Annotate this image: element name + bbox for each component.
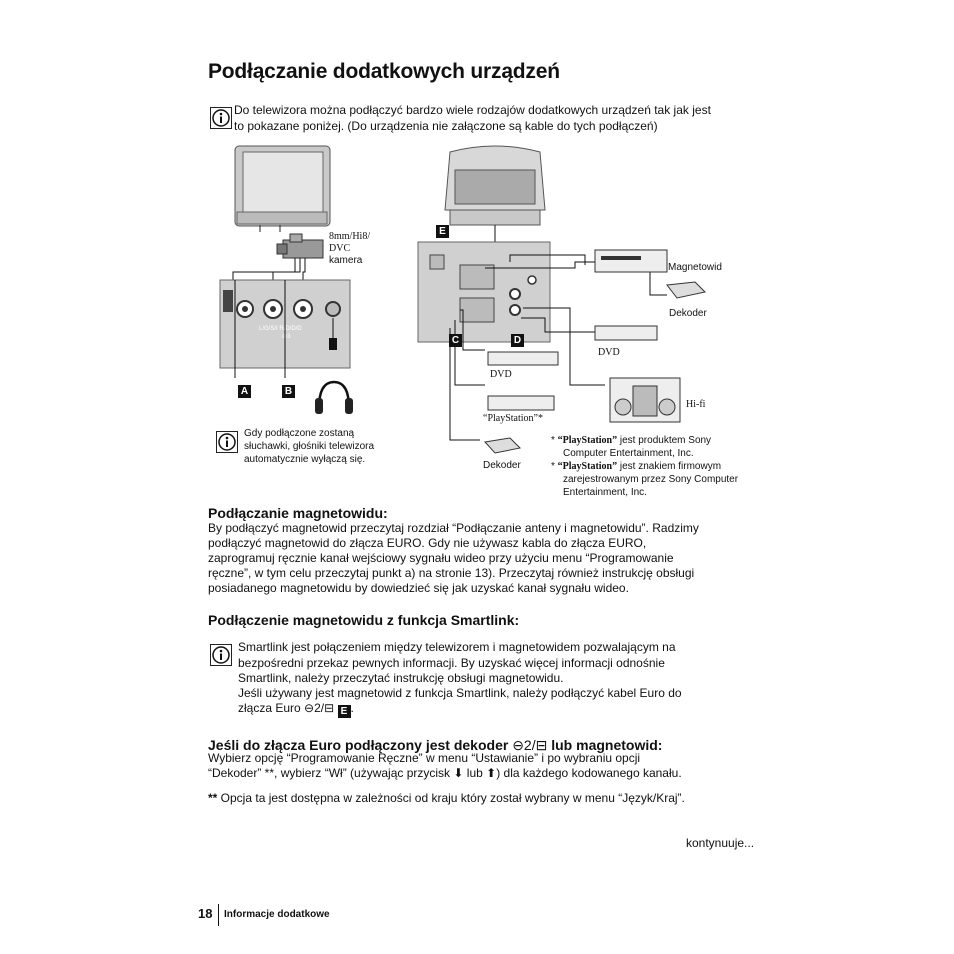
section3-heading-pre: Jeśli do złącza Euro podłączony jest dekoder: [208, 737, 513, 753]
page-title: Podłączanie dodatkowych urządzeń: [208, 60, 560, 83]
label-b: B: [282, 385, 295, 398]
headphone-note-2: słuchawki, głośniki telewizora: [244, 441, 375, 452]
hifi-illustration: [610, 378, 680, 422]
euro-connector-symbol: ⊖2/⊟: [304, 701, 335, 715]
headphone-note-1: Gdy podłączone zostaną: [244, 428, 355, 439]
playstation-illustration: [488, 396, 554, 410]
arrow-up-icon: ⬆: [486, 766, 497, 780]
section3-line2-post: ) dla każdego kodowanego kanału.: [496, 766, 682, 780]
section3-line-1: Wybierz opcję “Programowanie Ręczne” w menu “Ustawianie” i po wybraniu opcji: [208, 751, 641, 765]
section2-line-3: Smartlink, należy przeczytać instrukcję obsługi magnetowidu.: [238, 671, 564, 685]
panel-jack-labels: L/G/S/I R/D/D/D: [259, 326, 302, 332]
headphones-illustration: [315, 382, 353, 414]
dekoder-right-label: Dekoder: [669, 308, 707, 319]
section2-line-5: [238, 701, 354, 717]
section1-line-5: posiadanego magnetowidu by dowiedzieć się jak uzyskać kanał sygnału wideo.: [208, 581, 629, 595]
euro-connector-symbol: ⊖2/⊟: [512, 737, 548, 753]
footnote-2-line-2: zarejestrowanym przez Sony Computer: [563, 474, 739, 485]
footnote-2-brand: “PlayStation”: [557, 461, 618, 472]
note-text: Opcja ta jest dostępna w zależności od kraju który został wybrany w menu “Język/Kraj”.: [217, 791, 685, 805]
magnetowid-label: Magnetowid: [668, 262, 722, 273]
intro-line-1: Do telewizora można podłączyć bardzo wiele rodzajów dodatkowych urządzeń tak jak jest: [234, 103, 711, 117]
section-heading-vcr: Podłączanie magnetowidu:: [208, 505, 388, 521]
info-icon: [210, 107, 232, 129]
page-number: 18: [198, 906, 213, 921]
section3-heading-post: lub magnetowid:: [547, 737, 663, 753]
intro-line-2: to pokazane poniżej. (Do urządzenia nie załączone są kable do tych podłączeń): [234, 119, 658, 133]
section2-line5-pre: złącza Euro: [238, 701, 305, 715]
footer-section-name: Informacje dodatkowe: [224, 909, 330, 920]
section3-line2-pre: “Dekoder” **, wybierz “Wł” (używając przycisk: [208, 766, 454, 780]
section3-line2-mid: lub: [463, 766, 487, 780]
section2-line5-post: .: [350, 701, 354, 715]
dvd-center-label: DVD: [490, 369, 512, 380]
hifi-label: Hi-fi: [686, 399, 706, 410]
section2-line-4: Jeśli używany jest magnetowid z funkcja Smartlink, należy podłączyć kabel Euro do: [238, 686, 682, 700]
note-stars: **: [208, 791, 218, 805]
label-c: C: [449, 334, 462, 347]
dvd-right-label: DVD: [598, 347, 620, 358]
label-e: E: [436, 225, 449, 238]
vcr-illustration: [595, 250, 667, 272]
section3-note: [208, 791, 685, 807]
section2-line-2: bezpośredni przekaz pewnych informacji. By uzyskać więcej informacji odnośnie: [238, 656, 665, 670]
footnote-1-rest: jest produktem Sony: [617, 435, 712, 446]
headphone-note-3: automatycznie wyłączą się.: [244, 454, 366, 465]
camera-label-1: 8mm/Hi8/: [329, 231, 371, 242]
section-heading-smartlink: Podłączenie magnetowidu z funkcja Smartlink:: [208, 612, 520, 628]
footnote-1-line-2: Computer Entertainment, Inc.: [563, 448, 694, 459]
decoder-bottom-illustration: [485, 438, 520, 453]
dekoder-bottom-label: Dekoder: [483, 460, 521, 471]
continue-text: kontynuuje...: [686, 836, 755, 850]
section3-line-2: [208, 766, 682, 782]
footnote-2-line-3: Entertainment, Inc.: [563, 487, 647, 498]
section1-line-4: ręczne”, w tym celu przeczytaj punkt a) na stronie 13). Przeczytaj również instrukcję obsługi: [208, 566, 695, 580]
dvd-right-illustration: [595, 326, 657, 340]
label-e-inline: E: [338, 705, 351, 718]
camera-label-3: kamera: [329, 255, 363, 266]
section1-line-2: podłączyć magnetowid do złącza EURO. Gdy nie używasz kabla do złącza EURO,: [208, 536, 647, 550]
label-d: D: [511, 334, 524, 347]
camera-label-2: DVC: [329, 243, 351, 254]
info-icon: [210, 644, 232, 666]
footnote-1-brand: “PlayStation”: [557, 435, 618, 446]
dvd-center-illustration: [488, 352, 558, 365]
decoder-right-illustration: [667, 282, 705, 298]
panel-jack-sub: ⊖3: [282, 334, 291, 340]
footnote-1-line-1: * “PlayStation” jest produktem Sony: [551, 435, 712, 446]
footnote-2-line-1: * “PlayStation” jest znakiem firmowym: [551, 461, 722, 472]
footnote-2-rest: jest znakiem firmowym: [617, 461, 722, 472]
section1-line-1: By podłączyć magnetowid przeczytaj rozdział “Podłączanie anteny i magnetowidu”. Radzimy: [208, 521, 699, 535]
playstation-label: “PlayStation”*: [483, 413, 543, 424]
section1-line-3: zaprogramuj ręcznie kanał wejściowy sygnału wideo przy użyciu menu “Programowanie: [208, 551, 674, 565]
tv-front-illustration: [235, 146, 330, 226]
label-a: A: [238, 385, 251, 398]
arrow-down-icon: ⬇: [453, 766, 464, 780]
tv-back-illustration: [445, 146, 545, 225]
camera-illustration: [277, 234, 323, 258]
footer-divider: [218, 904, 219, 926]
section2-line-1: Smartlink jest połączeniem między telewizorem i magnetowidem pozwalającym na: [238, 640, 676, 654]
info-icon: [216, 431, 238, 453]
